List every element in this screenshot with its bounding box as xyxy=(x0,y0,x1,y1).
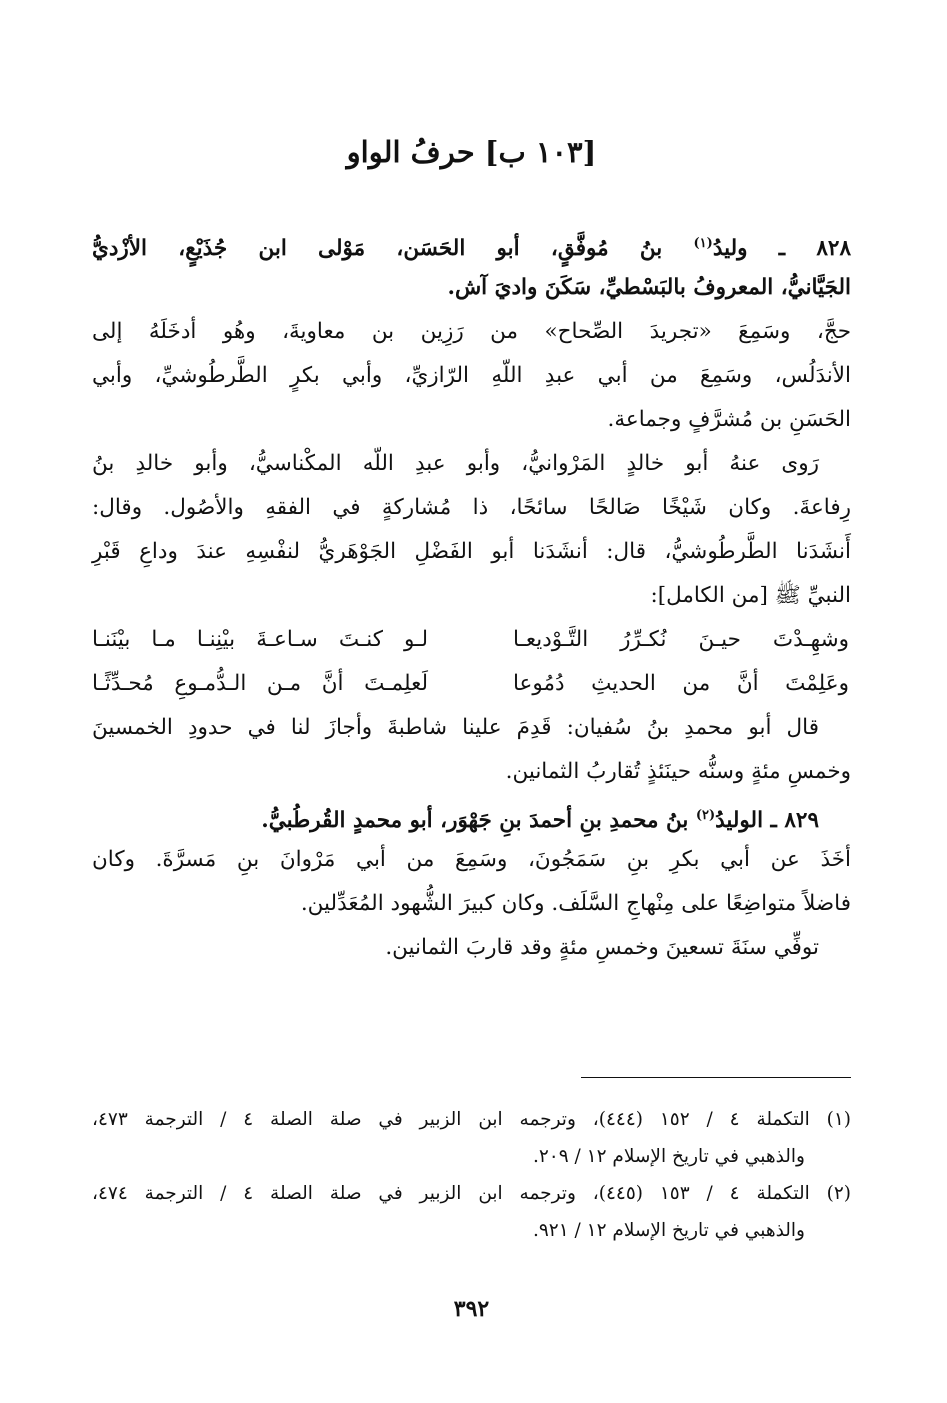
entry-829-paragraph-1-line: أخَذَ عن أبي بكرِ بنِ سَمَجُونَ، وسَمِعَ من أبي مَرْوانَ بنِ مَسرَّةَ. وكان xyxy=(92,847,851,872)
footnote-ref-2[interactable]: (٢) xyxy=(695,808,716,823)
footnote-1-line-2: والذهبي في تاريخ الإسلام ١٢ / ٢٠٩. xyxy=(532,1146,805,1167)
footnote-separator xyxy=(581,1077,851,1078)
entry-829-paragraph-1-line: فاضلاً متواضِعًا على مِنْهاجِ السَّلَف. وكان كبيرَ الشُّهود المُعَدِّلين. xyxy=(300,891,851,916)
entry-828-paragraph-3-line: قال أبو محمدِ بنُ سُفيان: قَدِمَ علينا شاطبةَ وأجازَ لنا في حدودِ الخمسينَ xyxy=(92,715,819,740)
page xyxy=(92,0,851,1403)
verse-second-hemistich: لـو كنـتَ سـاعـةَ بيْنِنـا مـا بيْنَنـا xyxy=(92,627,428,652)
entry-829-heading-rest: بنُ محمدِ بنِ أحمدَ بنِ جَهْوَر، أبو محمدٍ القُرطُبيُّ. xyxy=(261,808,696,834)
entry-828-paragraph-1-line: حجَّ، وسَمِعَ «تجريدَ الصِّحاح» من رَزِين بن معاويةَ، وهُو أدخَلَهُ إلى xyxy=(92,319,851,344)
footnote-2-line-2: والذهبي في تاريخ الإسلام ١٢ / ٩٢١. xyxy=(532,1220,805,1241)
verse-first-hemistich: وشهِـدْتَ حيـنَ نُكـرِّرُ التَّـوْديعـا xyxy=(513,627,849,652)
footnote-ref-1[interactable]: (١) xyxy=(693,236,713,251)
entry-829-paragraph-2-line: توفِّي سنَةَ تسعينَ وخمسِ مئةٍ وقد قاربَ الثمانين. xyxy=(385,935,819,960)
poem-verse xyxy=(92,662,851,706)
entry-828-number-name: ٨٢٨ ـ وليدُ xyxy=(712,236,851,262)
entry-828-paragraph-2-line: النبيِّ ﷺ [من الكامل]: xyxy=(650,583,851,608)
page-number: ٣٩٢ xyxy=(453,1296,490,1322)
verse-second-hemistich: لَعلِمـتَ أنَّ مـن الـدُّمـوعِ مُحـدِّثًـا xyxy=(92,671,428,696)
entry-828-heading-rest: بنُ مُوفَّقٍ، أبو الحَسَن، مَوْلى ابن جُذَيْعٍ، الأزْديُّ xyxy=(92,236,694,262)
entry-828-heading-line-2: الجَيَّانيُّ، المعروفُ بالبَسْطيِّ، سَكَنَ واديَ آش. xyxy=(447,275,851,300)
footnote-2-line-1: (٢) التكملة ٤ / ١٥٣ (٤٤٥)، وترجمه ابن الزبير في صلة الصلة ٤ / الترجمة ٤٧٤، xyxy=(92,1183,851,1204)
entry-828-paragraph-2-line: رَوى عنهُ أبو خالدٍ المَرْوانيُّ، وأبو عبدِ اللّه المكْناسيُّ، وأبو خالدِ بنُ xyxy=(92,451,819,476)
entry-829-number-name: ٨٢٩ ـ الوليدُ xyxy=(715,808,819,834)
poem-verse xyxy=(92,618,851,662)
entry-828-paragraph-3-line: وخمسِ مئةٍ وسنُّه حينَئذٍ تُقاربُ الثمانين. xyxy=(505,759,851,784)
entry-828-paragraph-1-line: الحَسَنِ بن مُشرَّفٍ وجماعة. xyxy=(607,407,851,432)
chapter-title: [١٠٣ ب] حرفُ الواو xyxy=(346,135,597,169)
entry-828-paragraph-1-line: الأندَلُس، وسَمِعَ من أبي عبدِ اللّهِ الرّازيِّ، وأبي بكرٍ الطَّرطُوشيِّ، وأبي xyxy=(92,363,851,388)
entry-828-paragraph-2-line: رِفاعةَ. وكان شَيْخًا صَالحًا سائحًا، ذا مُشاركةٍ في الفقهِ والأصُول. وقال: xyxy=(92,495,851,520)
entry-828-heading-line-1 xyxy=(92,222,851,266)
verse-first-hemistich: وعَلِمْتَ أنَّ من الحديثِ دُمُوعا xyxy=(513,671,849,696)
body-text xyxy=(92,222,851,970)
footnote-1-line-1: (١) التكملة ٤ / ١٥٢ (٤٤٤)، وترجمه ابن الزبير في صلة الصلة ٤ / الترجمة ٤٧٣، xyxy=(92,1109,851,1130)
footnotes xyxy=(92,1101,851,1249)
entry-828-paragraph-2-line: أَنشَدَنا الطَّرطُوشيُّ، قال: أنشَدَنا أبو الفَضْلِ الجَوْهَريُّ لنفْسِهِ عندَ وداعِ قَبْرِ xyxy=(92,539,851,564)
entry-829-heading xyxy=(92,794,851,838)
